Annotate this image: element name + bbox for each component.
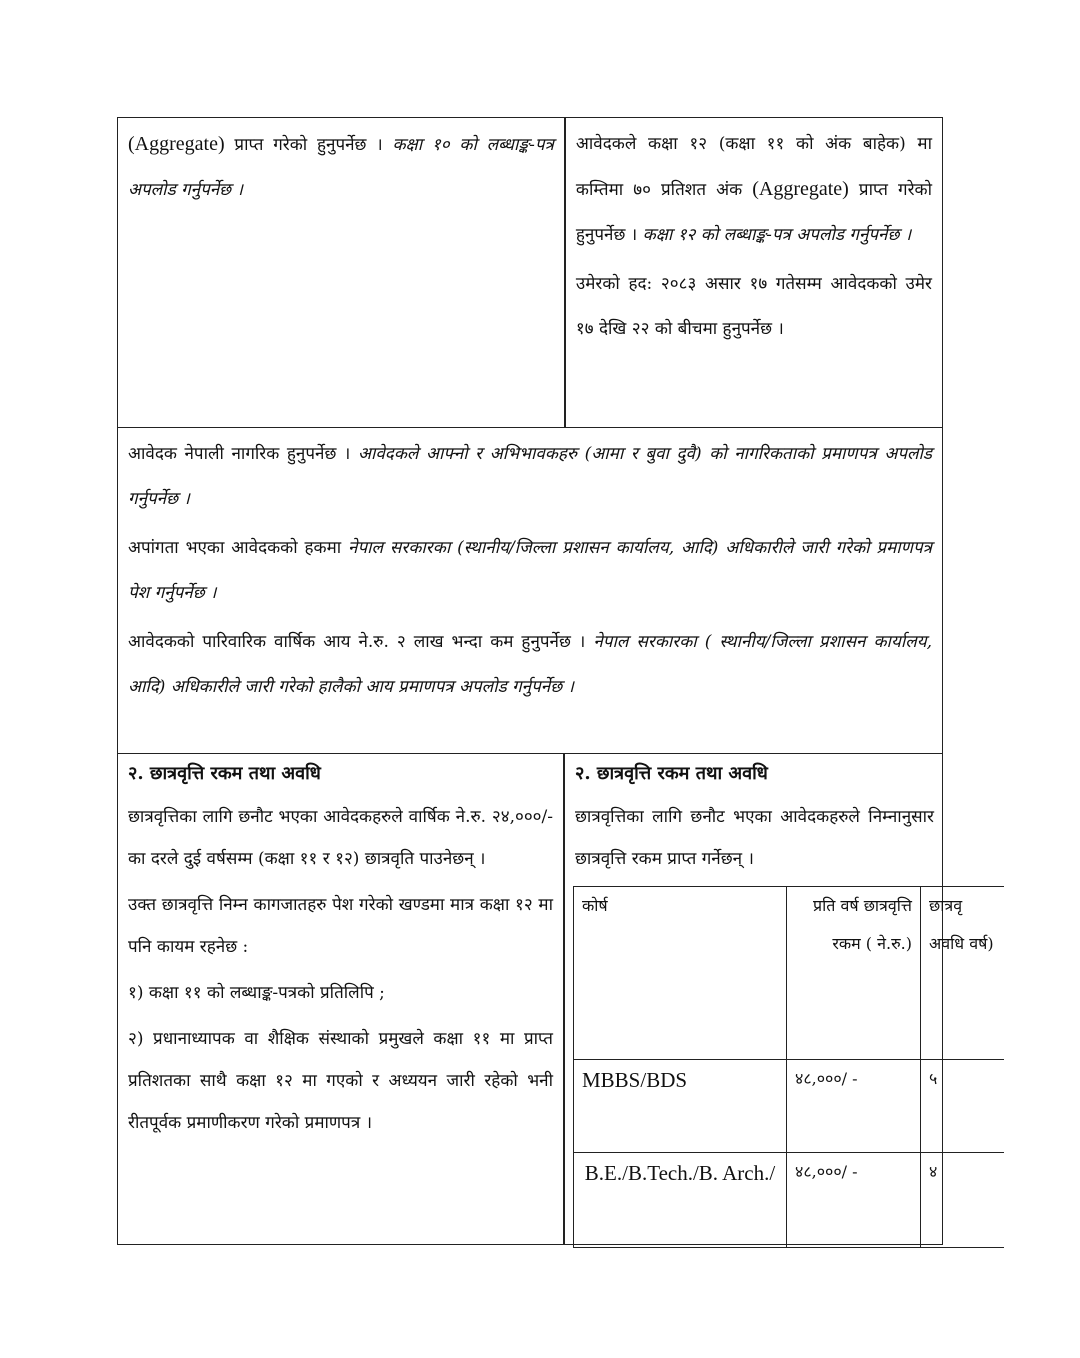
requirement-text: प्राप्त गरेको हुनुपर्नेछ । — [224, 135, 393, 155]
header-duration: छात्रवृ अवधि वर्ष) — [921, 887, 1005, 1060]
eligibility-row-general — [117, 427, 943, 753]
disability-certificate: नेपाल सरकारका (स्थानीय/जिल्ला प्रशासन कार्यालय, आदि) अधिकारीले जारी गरेको प्रमाणपत्र पेश गर्नुपर्नेछ । — [128, 538, 932, 603]
upload-instruction: कक्षा १२ को लब्धाङ्क-पत्र अपलोड गर्नुपर्नेछ । — [642, 225, 912, 245]
amount-paragraph: छात्रवृत्तिका लागि छनौट भएका आवेदकहरुले वार्षिक ने.रु. २४,०००/- का दरले दुई वर्षसम्म (कक्षा ११ र १२) छात्रवृति पाउनेछन् । — [128, 807, 553, 869]
course-name: B.E./B.Tech./B. Arch./ — [574, 1153, 787, 1248]
header-course: कोर्ष — [574, 887, 787, 1060]
disability-requirement — [128, 526, 932, 616]
document-item-1: १) कक्षा ११ को लब्धाङ्क-पत्रको प्रतिलिपि ; — [128, 983, 385, 1003]
left-column-cell — [118, 117, 564, 427]
header-amount: प्रति वर्ष छात्रवृत्ति रकम ( ने.रु.) — [787, 887, 921, 1060]
right-amount-cell — [563, 753, 994, 1245]
upload-instruction: कक्षा १० को लब्धाङ्क-पत्र अपलोड गर्नुपर्नेछ । — [128, 135, 554, 200]
aggregate-term: (Aggregate) — [752, 178, 849, 200]
citizenship-requirement — [128, 432, 932, 522]
section-heading: २. छात्रवृत्ति रकम तथा अवधि — [128, 763, 321, 784]
course-amount: ४८,०००/ - — [787, 1060, 921, 1153]
right-column-cell — [564, 117, 942, 427]
document-page — [117, 117, 994, 1245]
course-duration: ४ — [921, 1153, 1005, 1248]
amount-table — [573, 886, 1004, 1248]
table-row — [574, 1060, 1005, 1153]
citizenship-text: आवेदक नेपाली नागरिक हुनुपर्नेछ । — [128, 444, 358, 464]
full-width-cell — [118, 427, 942, 753]
document-item-2: २) प्रधानाध्यापक वा शैक्षिक संस्थाको प्रमुखले कक्षा ११ मा प्राप्त प्रतिशतका साथै कक्षा १२ मा गएको र अध्ययन जारी रहेको भनी रीतपूर्वक प्रमाणीकरण गरेको प्रमाणपत्र । — [128, 1029, 553, 1133]
citizenship-upload: आवेदकले आफ्नो र अभिभावकहरु (आमा र बुवा दुवै) को नागरिकताको प्रमाणपत्र अपलोड गर्नुपर्नेछ । — [128, 444, 932, 509]
income-certificate: नेपाल सरकारका ( स्थानीय/जिल्ला प्रशासन कार्यालय, आदि) अधिकारीले जारी गरेको हालैको आय प्रमाणपत्र अपलोड गर्नुपर्नेछ । — [128, 632, 933, 697]
course-duration: ५ — [921, 1060, 1005, 1153]
grade10-requirement — [128, 122, 554, 213]
amount-paragraph: छात्रवृत्तिका लागि छनौट भएका आवेदकहरुले निम्नानुसार छात्रवृत्ति रकम प्राप्त गर्नेछन् । — [575, 807, 934, 869]
table-header-row — [574, 887, 1005, 1060]
eligibility-row-marks — [117, 117, 943, 427]
disability-text: अपांगता भएका आवेदकको हकमा — [128, 538, 349, 558]
continuation-paragraph: उक्त छात्रवृत्ति निम्न कागजातहरु पेश गरेको खण्डमा मात्र कक्षा १२ मा पनि कायम रहनेछ : — [128, 895, 553, 957]
course-name: MBBS/BDS — [574, 1060, 787, 1153]
table-row — [574, 1153, 1005, 1248]
requirement-text: आवेदकले कक्षा १२ (कक्षा ११ को अंक बाहेक) मा कम्तिमा ७० प्रतिशत अंक — [575, 134, 932, 200]
income-text: आवेदकको पारिवारिक वार्षिक आय ने.रु. २ लाख भन्दा कम हुनुपर्नेछ । — [128, 632, 594, 652]
aggregate-term: (Aggregate) — [128, 133, 225, 155]
age-limit: उमेरको हद: २०८३ असार १७ गतेसम्म आवेदकको उमेर १७ देखि २२ को बीचमा हुनुपर्नेछ । — [575, 274, 932, 339]
scholarship-amount-row — [117, 753, 994, 1245]
course-amount: ४८,०००/ - — [787, 1153, 921, 1248]
requirement-text-end: प्राप्त गरेको हुनुपर्नेछ । — [575, 180, 932, 245]
income-requirement — [128, 620, 932, 710]
section-heading: २. छात्रवृत्ति रकम तथा अवधि — [575, 763, 768, 784]
left-amount-cell — [118, 753, 563, 1245]
grade12-requirement — [576, 122, 932, 258]
